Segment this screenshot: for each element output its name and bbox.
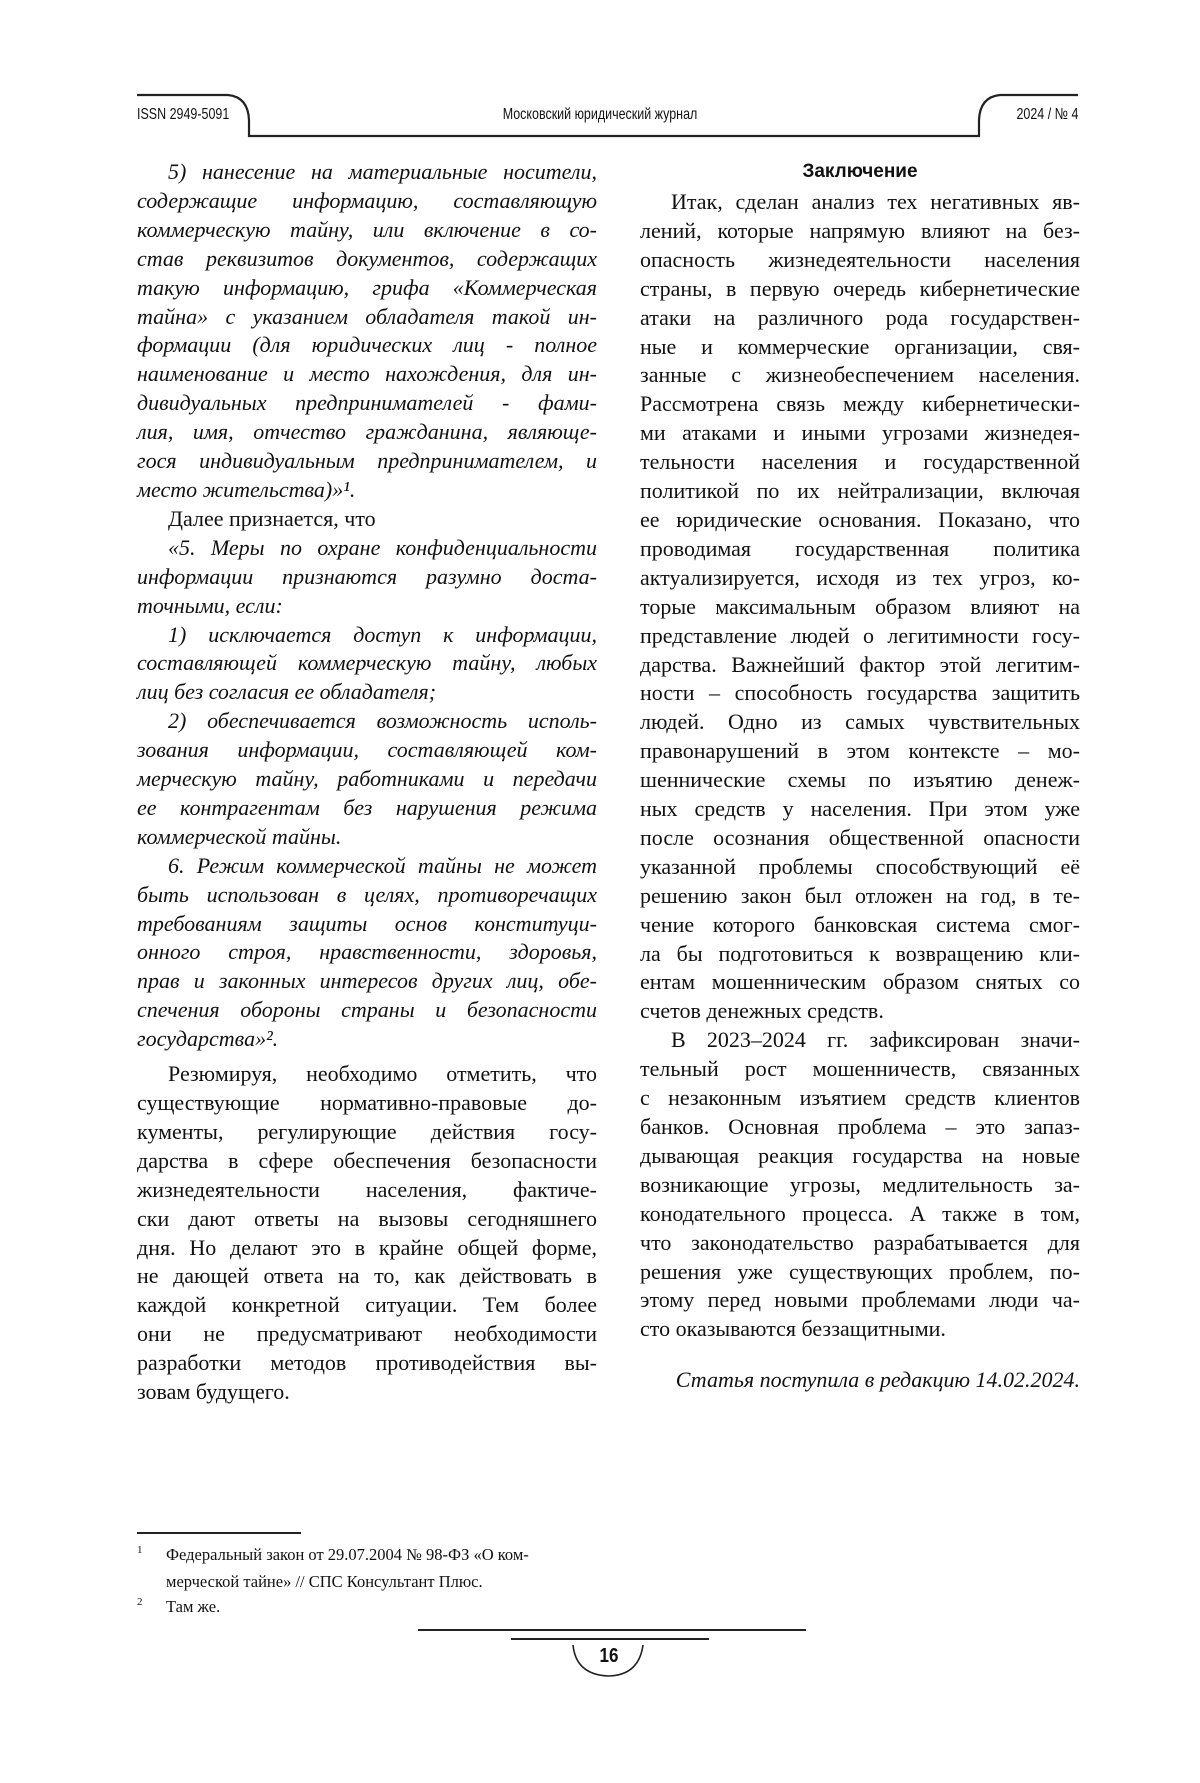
text-line: информации признаются разумно доста- bbox=[137, 563, 597, 592]
text-line: лиц без согласия ее обладателя; bbox=[137, 678, 597, 707]
text-line: Итак, сделан анализ тех негативных яв- bbox=[640, 188, 1080, 217]
text-line: страны, в первую очередь кибернетические bbox=[640, 275, 1080, 304]
text-line: атаки на различного рода государствен- bbox=[640, 304, 1080, 333]
text-line: решения уже существующих проблем, по- bbox=[640, 1258, 1080, 1287]
text-line: коммерческой тайны. bbox=[137, 823, 597, 852]
text-line: опасность жизнедеятельности населения bbox=[640, 246, 1080, 275]
text-line: содержащие информацию, составляющую bbox=[137, 187, 597, 216]
text-line: В 2023–2024 гг. зафиксирован значи- bbox=[640, 1026, 1080, 1055]
paragraph bbox=[137, 621, 597, 708]
footnote-number: 2 bbox=[137, 1589, 143, 1615]
text-line: формации (для юридических лиц - полное bbox=[137, 331, 597, 360]
text-line: мерческую тайну, работниками и передачи bbox=[137, 765, 597, 794]
text-line: 1) исключается доступ к информации, bbox=[137, 621, 597, 650]
paragraph bbox=[640, 1026, 1080, 1344]
paragraph bbox=[137, 158, 597, 505]
text-line: после осознания общественной опасности bbox=[640, 824, 1080, 853]
paragraph bbox=[137, 534, 597, 621]
footnote-text: мерческой тайне» // СПС Консультант Плюс. bbox=[166, 1569, 483, 1595]
footnote-rule bbox=[137, 1532, 301, 1534]
text-line: онного строя, нравственности, здоровья, bbox=[137, 938, 597, 967]
paragraph bbox=[137, 707, 597, 852]
text-line: Резюмируя, необходимо отметить, что bbox=[137, 1060, 597, 1089]
text-line: дня. Но делают это в крайне общей форме, bbox=[137, 1234, 597, 1263]
text-line: ности – способность государства защитить bbox=[640, 679, 1080, 708]
text-line: составляющей коммерческую тайну, любых bbox=[137, 649, 597, 678]
text-line: лия, имя, отчество гражданина, являюще- bbox=[137, 418, 597, 447]
text-line: этому перед новыми проблемами люди ча- bbox=[640, 1286, 1080, 1315]
text-line: тельный рост мошенничеств, связанных bbox=[640, 1055, 1080, 1084]
text-line: не дающей ответа на то, как действовать в bbox=[137, 1262, 597, 1291]
paragraph bbox=[137, 1060, 597, 1407]
conclusion-body bbox=[640, 188, 1080, 1344]
text-line: ски дают ответы на вызовы сегодняшнего bbox=[137, 1205, 597, 1234]
text-line: лений, которые напрямую влияют на без- bbox=[640, 217, 1080, 246]
text-line: банков. Основная проблема – это запаз- bbox=[640, 1113, 1080, 1142]
text-line: ми атаками и иными угрозами жизнедея- bbox=[640, 419, 1080, 448]
text-line: место жительства)»¹. bbox=[137, 476, 597, 505]
text-line: существующие нормативно-правовые до- bbox=[137, 1089, 597, 1118]
paragraph bbox=[137, 505, 597, 534]
footnote-text: Федеральный закон от 29.07.2004 № 98-ФЗ «О ком- bbox=[166, 1542, 529, 1568]
page-number: 16 bbox=[600, 1645, 619, 1668]
right-column bbox=[640, 158, 1080, 1395]
text-line: прав и законных интересов других лиц, обе- bbox=[137, 967, 597, 996]
text-line: зования информации, составляющей ком- bbox=[137, 736, 597, 765]
text-line: конодательного процесса. А также в том, bbox=[640, 1200, 1080, 1229]
text-line: требованиям защиты основ конституци- bbox=[137, 910, 597, 939]
text-line: возникающие угрозы, медлительность за- bbox=[640, 1171, 1080, 1200]
text-line: шеннические схемы по изъятию денеж- bbox=[640, 766, 1080, 795]
text-line: ее юридические основания. Показано, что bbox=[640, 506, 1080, 535]
text-line: тайна» с указанием обладателя такой ин- bbox=[137, 303, 597, 332]
text-line: проводимая государственная политика bbox=[640, 535, 1080, 564]
text-line: сто оказываются беззащитными. bbox=[640, 1315, 1080, 1344]
paragraph bbox=[137, 852, 597, 1054]
paragraph bbox=[640, 188, 1080, 1026]
text-line: дывающая реакция государства на новые bbox=[640, 1142, 1080, 1171]
text-line: актуализируется, исходя из тех угроз, ко- bbox=[640, 564, 1080, 593]
text-line: Рассмотрена связь между кибернетически- bbox=[640, 390, 1080, 419]
text-line: каждой конкретной ситуации. Тем более bbox=[137, 1291, 597, 1320]
text-line: дивидуальных предпринимателей - фами- bbox=[137, 389, 597, 418]
text-line: Далее признается, что bbox=[137, 505, 597, 534]
text-line: разработки методов противодействия вы- bbox=[137, 1349, 597, 1378]
text-line: «5. Меры по охране конфиденциальности bbox=[137, 534, 597, 563]
section-heading: Заключение bbox=[640, 158, 1080, 186]
text-line: чение которого банковская система смог- bbox=[640, 911, 1080, 940]
text-line: тельности населения и государственной bbox=[640, 448, 1080, 477]
text-line: они не предусматривают необходимости bbox=[137, 1320, 597, 1349]
text-line: жизнедеятельности населения, фактиче- bbox=[137, 1176, 597, 1205]
footnote-number: 1 bbox=[137, 1537, 143, 1563]
text-line: ентам мошенническим образом снятых со bbox=[640, 968, 1080, 997]
text-line: с незаконным изъятием средств клиентов bbox=[640, 1084, 1080, 1113]
text-line: решению закон был отложен на год, в те- bbox=[640, 882, 1080, 911]
text-line: ее контрагентам без нарушения режима bbox=[137, 794, 597, 823]
text-line: кументы, регулирующие действия госу- bbox=[137, 1118, 597, 1147]
text-line: счетов денежных средств. bbox=[640, 997, 1080, 1026]
text-line: 6. Режим коммерческой тайны не может bbox=[137, 852, 597, 881]
text-line: ные и коммерческие организации, свя- bbox=[640, 333, 1080, 362]
text-line: спечения обороны страны и безопасности bbox=[137, 996, 597, 1025]
text-line: быть использован в целях, противоречащих bbox=[137, 881, 597, 910]
received-date: Статья поступила в редакцию 14.02.2024. bbox=[640, 1366, 1080, 1395]
text-line: людей. Одно из самых чувствительных bbox=[640, 708, 1080, 737]
text-line: наименование и место нахождения, для ин- bbox=[137, 360, 597, 389]
text-line: торые максимальным образом влияют на bbox=[640, 593, 1080, 622]
text-line: представление людей о легитимности госу- bbox=[640, 622, 1080, 651]
text-line: что законодательство разрабатывается для bbox=[640, 1229, 1080, 1258]
text-line: гося индивидуальным предпринимателем, и bbox=[137, 447, 597, 476]
issue-number: 2024 / № 4 bbox=[1016, 106, 1078, 124]
text-line: правонарушений в этом контексте – мо- bbox=[640, 737, 1080, 766]
text-line: дарства в сфере обеспечения безопасности bbox=[137, 1147, 597, 1176]
text-line: коммерческую тайну, или включение в со- bbox=[137, 216, 597, 245]
left-column bbox=[137, 158, 597, 1407]
text-line: ных средств у населения. При этом уже bbox=[640, 795, 1080, 824]
issn: ISSN 2949-5091 bbox=[137, 106, 229, 124]
text-line: зовам будущего. bbox=[137, 1378, 597, 1407]
text-line: государства»². bbox=[137, 1025, 597, 1054]
text-line: точными, если: bbox=[137, 592, 597, 621]
journal-title: Московский юридический журнал bbox=[503, 106, 698, 124]
text-line: политикой по их нейтрализации, включая bbox=[640, 477, 1080, 506]
footnote-text: Там же. bbox=[166, 1594, 220, 1620]
text-line: дарства. Важнейший фактор этой легитим- bbox=[640, 651, 1080, 680]
text-line: став реквизитов документов, содержащих bbox=[137, 245, 597, 274]
text-line: такую информацию, грифа «Коммерческая bbox=[137, 274, 597, 303]
text-line: 5) нанесение на материальные носители, bbox=[137, 158, 597, 187]
text-line: занные с жизнеобеспечением населения. bbox=[640, 361, 1080, 390]
text-line: 2) обеспечивается возможность исполь- bbox=[137, 707, 597, 736]
text-line: ла бы подготовиться к возвращению кли- bbox=[640, 940, 1080, 969]
text-line: указанной проблемы способствующий её bbox=[640, 853, 1080, 882]
